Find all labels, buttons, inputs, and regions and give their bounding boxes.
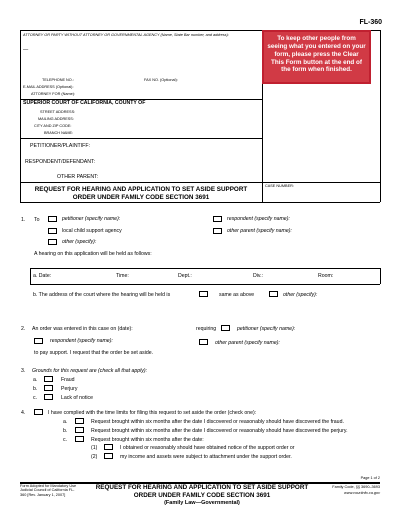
item2-respondent-checkbox[interactable] bbox=[34, 338, 43, 344]
courtinfo-website[interactable]: www.courtinfo.ca.gov bbox=[344, 491, 380, 495]
document-title-line2: ORDER UNDER FAMILY CODE SECTION 3691 bbox=[72, 194, 210, 202]
item1-petitioner-checkbox[interactable] bbox=[48, 216, 57, 222]
hearing-date-label: a. Date: bbox=[33, 273, 52, 279]
other-parent-label: OTHER PARENT: bbox=[57, 174, 99, 180]
hearing-time-label: Time: bbox=[116, 273, 129, 279]
item4-c-checkbox[interactable] bbox=[75, 436, 84, 442]
item1-number: 1. bbox=[21, 217, 26, 223]
page-indicator: Page 1 of 2 bbox=[360, 476, 380, 480]
item1-b-text: b. The address of the court where the hearing will be held is bbox=[33, 292, 171, 298]
city-zip-label: CITY AND ZIP CODE: bbox=[34, 124, 72, 128]
header-left-rule bbox=[20, 30, 21, 202]
item2-petitioner-label: petitioner (specify name): bbox=[237, 326, 296, 332]
email-label: E-MAIL ADDRESS (Optional): bbox=[23, 85, 74, 89]
item1-hearing-text: A hearing on this application will be held as follows: bbox=[34, 251, 152, 257]
parties-section-rule bbox=[20, 138, 262, 139]
respondent-label: RESPONDENT/DEFENDANT: bbox=[25, 159, 96, 165]
hearing-box-bottom bbox=[30, 284, 380, 285]
item4-text: I have complied with the time limits for filing this request to set aside the order (check one): bbox=[48, 410, 257, 416]
form-number: FL-360 bbox=[359, 19, 382, 26]
item4-a-text: Request brought within six months after the date I discovered or reasonably should have discovered the fraud. bbox=[91, 419, 344, 425]
telephone-label: TELEPHONE NO.: bbox=[42, 78, 74, 82]
footer-title bbox=[92, 484, 312, 507]
item1-respondent-label: respondent (specify name): bbox=[227, 216, 290, 222]
item1-other-label: other (specify): bbox=[62, 239, 97, 245]
item4-c-letter: c. bbox=[63, 437, 68, 443]
document-title-line1: REQUEST FOR HEARING AND APPLICATION TO SET ASIDE SUPPORT bbox=[34, 186, 248, 193]
branch-label: BRANCH NAME: bbox=[44, 131, 74, 135]
fraud-checkbox[interactable] bbox=[44, 376, 53, 382]
mailing-label: MAILING ADDRESS: bbox=[38, 117, 74, 121]
address-other-label: other (specify): bbox=[283, 292, 318, 298]
attorney-label: ATTORNEY OR PARTY WITHOUT ATTORNEY OR GOVERNMENTAL AGENCY (Name, State Bar number, and address): bbox=[23, 33, 229, 37]
item4-b-checkbox[interactable] bbox=[75, 427, 84, 433]
same-as-above-checkbox[interactable] bbox=[199, 291, 208, 297]
item4-c1-checkbox[interactable] bbox=[104, 444, 113, 450]
item2-petitioner-checkbox[interactable] bbox=[221, 325, 230, 331]
street-label: STREET ADDRESS: bbox=[40, 110, 76, 114]
item1-other-parent-checkbox[interactable] bbox=[213, 228, 222, 234]
hearing-box-top bbox=[30, 268, 380, 269]
family-code-reference: Family Code, §§ 3690–3693 bbox=[332, 485, 380, 489]
footer-title-line1: REQUEST FOR HEARING AND APPLICATION TO SET ASIDE SUPPORT bbox=[95, 484, 309, 491]
item4-number: 4. bbox=[21, 410, 26, 416]
footer-subtitle: (Family Law—Governmental) bbox=[164, 499, 240, 506]
item4-c1-text: I obtained or reasonably should have obtained notice of the support order or bbox=[120, 445, 295, 451]
fax-label: FAX NO. (Optional): bbox=[144, 78, 178, 82]
item4-c1-number: (1) bbox=[91, 445, 98, 451]
item1-local-agency-label: local child support agency bbox=[62, 228, 122, 234]
item2-to-pay: to pay support. I request that the order be set aside. bbox=[34, 350, 154, 356]
document-title bbox=[22, 186, 260, 202]
perjury-label: Perjury bbox=[61, 386, 78, 392]
case-number-label: CASE NUMBER: bbox=[265, 184, 294, 188]
item1-respondent-checkbox[interactable] bbox=[213, 216, 222, 222]
item3-b-letter: b. bbox=[33, 386, 38, 392]
privacy-notice: To keep other people from seeing what you entered on your form, please press the Clear This Form button at the end of the form when finished. bbox=[262, 30, 371, 84]
item4-a-letter: a. bbox=[63, 419, 68, 425]
header-right-rule bbox=[380, 30, 381, 202]
hearing-dept-label: Dept.: bbox=[178, 273, 192, 279]
fraud-label: Fraud bbox=[61, 377, 75, 383]
item1-local-agency-checkbox[interactable] bbox=[48, 228, 57, 234]
item4-a-checkbox[interactable] bbox=[75, 418, 84, 424]
item2-other-parent-checkbox[interactable] bbox=[199, 339, 208, 345]
footer-title-line2: ORDER UNDER FAMILY CODE SECTION 3691 bbox=[133, 491, 271, 499]
item4-c2-checkbox[interactable] bbox=[104, 453, 113, 459]
hearing-room-label: Room: bbox=[318, 273, 334, 279]
court-title: SUPERIOR COURT OF CALIFORNIA, COUNTY OF bbox=[23, 100, 146, 106]
hearing-box-right bbox=[380, 268, 381, 284]
attorney-for-label: ATTORNEY FOR (Name): bbox=[31, 92, 76, 96]
item4-b-text: Request brought within six months after the date I discovered or reasonably should have discovered the perjury. bbox=[91, 428, 348, 434]
lack-of-notice-checkbox[interactable] bbox=[44, 394, 53, 400]
item2-requiring: requiring bbox=[196, 326, 217, 332]
item3-c-letter: c. bbox=[33, 395, 38, 401]
item4-c2-number: (2) bbox=[91, 454, 98, 460]
lack-of-notice-label: Lack of notice bbox=[61, 395, 94, 401]
address-other-checkbox[interactable] bbox=[269, 291, 278, 297]
item1-other-checkbox[interactable] bbox=[48, 239, 57, 245]
item1-other-parent-label: other parent (specify name): bbox=[227, 228, 292, 234]
petitioner-label: PETITIONER/PLAINTIFF: bbox=[30, 143, 90, 149]
item2-respondent-label: respondent (specify name): bbox=[50, 338, 113, 344]
item4-c2-text: my income and assets were subject to attachment under the support order. bbox=[120, 454, 292, 460]
title-section-rule bbox=[20, 182, 380, 183]
item4-b-letter: b. bbox=[63, 428, 68, 434]
adopted-text: Form Adopted for Mandatory Use Judicial Council of California FL-360 [Rev. January 1, 2007] bbox=[20, 484, 77, 497]
hearing-box-left bbox=[30, 268, 31, 284]
item4-c-text: Request brought within six months after the date: bbox=[91, 437, 204, 443]
item2-text: An order was entered in this case on (date): bbox=[32, 326, 133, 332]
attorney-dash: — bbox=[23, 47, 29, 53]
item2-other-parent-label: other parent (specify name): bbox=[215, 340, 280, 346]
hearing-div-label: Div.: bbox=[253, 273, 263, 279]
perjury-checkbox[interactable] bbox=[44, 385, 53, 391]
item1-to: To bbox=[34, 217, 40, 223]
item1-petitioner-label: petitioner (specify name): bbox=[62, 216, 121, 222]
item3-a-letter: a. bbox=[33, 377, 38, 383]
item3-number: 3. bbox=[21, 368, 26, 374]
item4-checkbox[interactable] bbox=[34, 409, 43, 415]
item3-text: Grounds for this request are (check all that apply): bbox=[32, 368, 148, 374]
same-as-above-label: same as above bbox=[219, 292, 255, 298]
item2-number: 2. bbox=[21, 326, 26, 332]
